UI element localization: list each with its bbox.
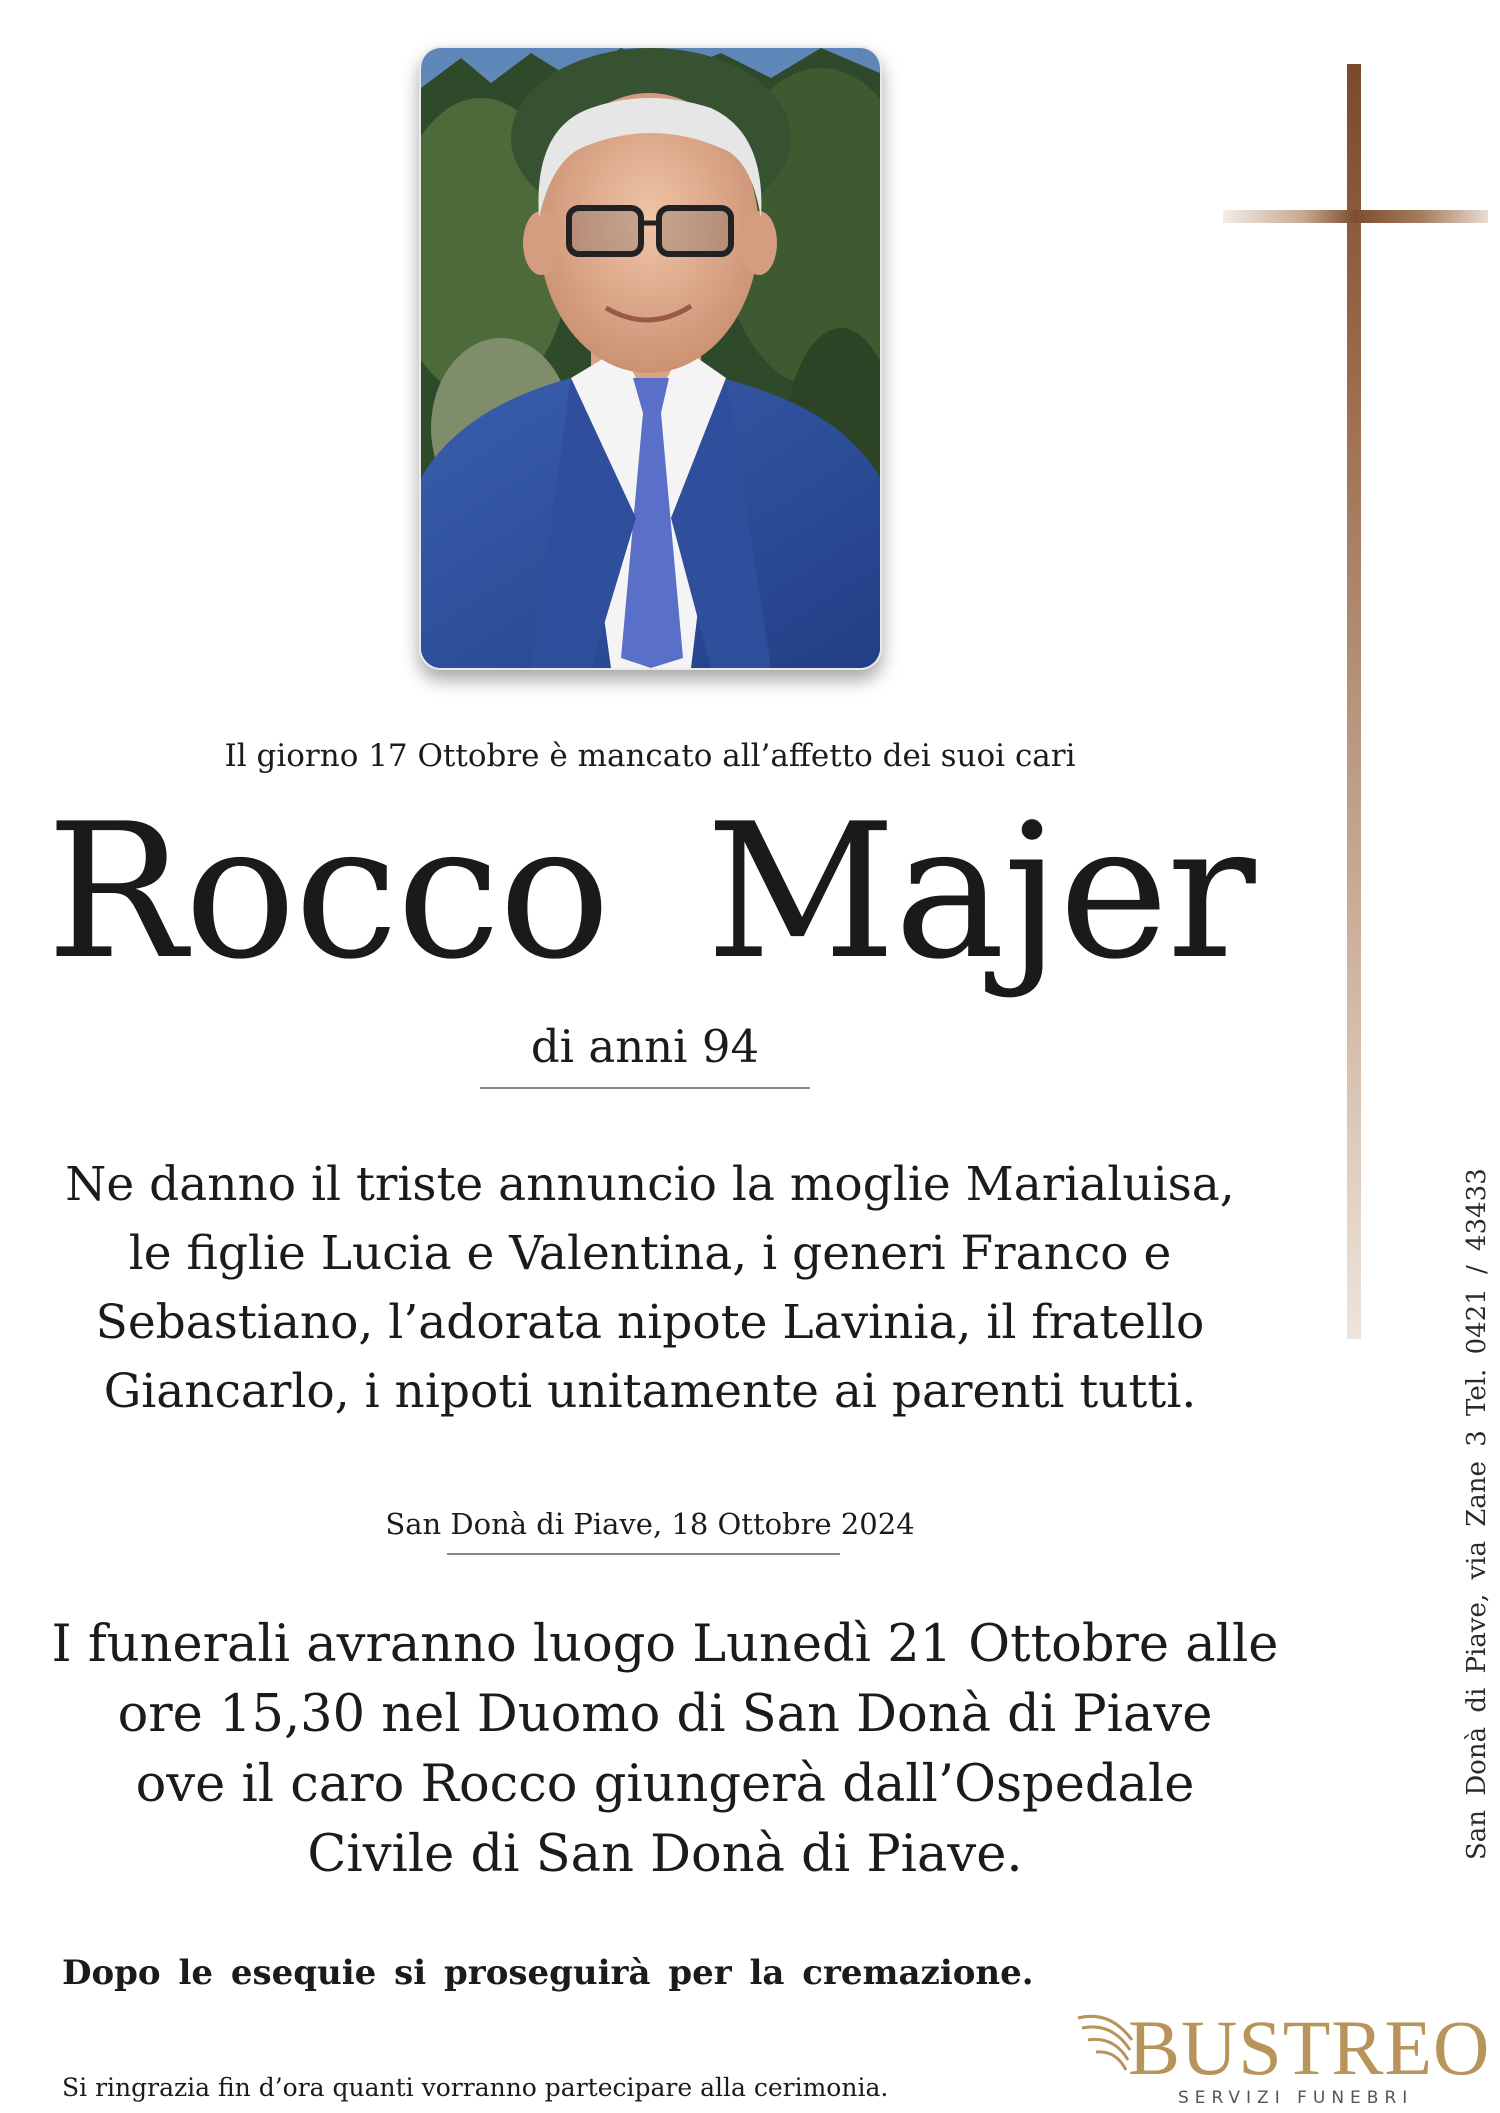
cross-horizontal-bar	[1223, 210, 1488, 223]
portrait-illustration	[421, 48, 880, 668]
age-underline	[480, 1087, 810, 1089]
agency-logo-tagline: SERVIZI FUNEBRI	[1178, 2088, 1414, 2108]
announcement-line: le figlie Lucia e Valentina, i generi Franco e	[128, 1226, 1172, 1281]
agency-address: San Donà di Piave, via Zane 3 Tel. 0421 / 43433	[1462, 1168, 1492, 1860]
funeral-line: ore 15,30 nel Duomo di San Donà di Piave	[117, 1685, 1213, 1744]
announcement-line: Ne danno il triste annuncio la moglie Marialuisa,	[65, 1157, 1235, 1212]
age-line: di anni 94	[530, 1020, 760, 1073]
funeral-line: Civile di San Donà di Piave.	[307, 1825, 1023, 1884]
thanks-note: Si ringrazia fin d’ora quanti vorranno partecipare alla cerimonia.	[62, 2073, 889, 2102]
funeral-paragraph	[40, 1610, 1290, 1890]
deceased-name: Rocco Majer	[46, 783, 1254, 1000]
place-date-underline	[447, 1553, 840, 1555]
portrait-photo	[419, 46, 882, 670]
place-date: San Donà di Piave, 18 Ottobre 2024	[385, 1507, 915, 1541]
announcement-line: Giancarlo, i nipoti unitamente ai parenti tutti.	[103, 1364, 1197, 1419]
announcement-line: Sebastiano, l’adorata nipote Lavinia, il fratello	[95, 1295, 1205, 1350]
agency-logo-name: BUSTREO	[1128, 2004, 1491, 2091]
cross-vertical-bar	[1347, 64, 1361, 1339]
intro-line: Il giorno 17 Ottobre è mancato all’affetto dei suoi cari	[224, 738, 1076, 774]
funeral-line: I funerali avranno luogo Lunedì 21 Ottobre alle	[51, 1615, 1279, 1674]
announcement-paragraph	[60, 1150, 1240, 1426]
funeral-line: ove il caro Rocco giungerà dall’Ospedale	[135, 1755, 1195, 1814]
cremation-note: Dopo le esequie si proseguirà per la cremazione.	[62, 1953, 1034, 1993]
